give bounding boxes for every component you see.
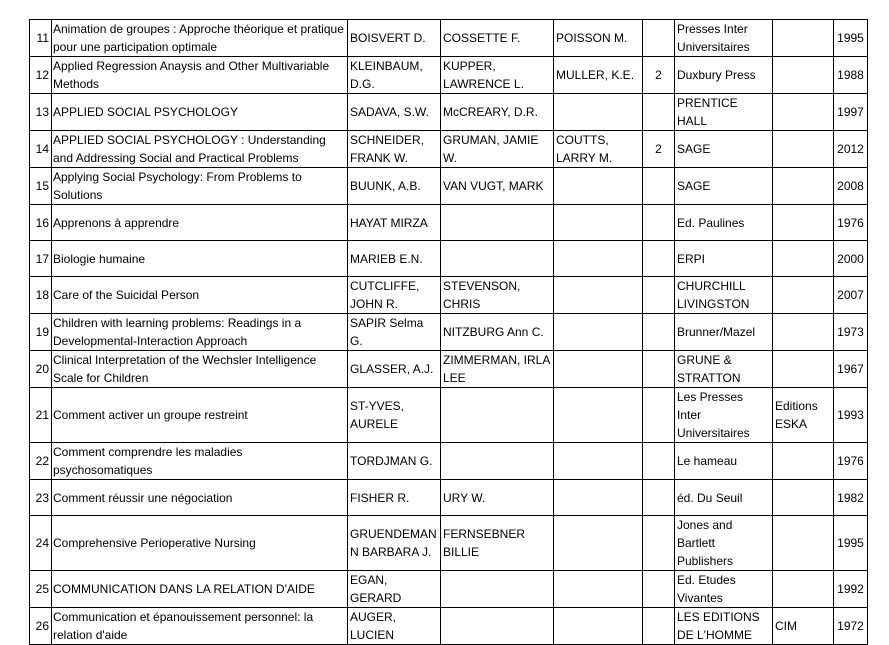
edition-cell (643, 480, 675, 516)
publisher-2-cell (773, 480, 834, 516)
author-2-cell: FERNSEBNER BILLIE (441, 516, 554, 571)
author-2-cell: ZIMMERMAN, IRLA LEE (441, 351, 554, 388)
publisher-cell: SAGE (675, 168, 773, 205)
book-title-cell: Biologie humaine (52, 241, 348, 277)
author-3-cell (554, 443, 643, 480)
table-row (30, 20, 868, 57)
author-1-cell: GRUENDEMAN N BARBARA J. (348, 516, 441, 571)
author-2-cell (441, 608, 554, 645)
publisher-cell: Ed. Paulines (675, 205, 773, 241)
year-cell: 1976 (834, 443, 868, 480)
book-title-cell: Comment comprendre les maladies psychosomatiques (52, 443, 348, 480)
publisher-cell: Jones and Bartlett Publishers (675, 516, 773, 571)
edition-cell (643, 205, 675, 241)
publisher-cell: Les Presses Inter Universitaires (675, 388, 773, 443)
author-1-cell: ST-YVES, AURELE (348, 388, 441, 443)
row-number-cell: 24 (30, 516, 52, 571)
year-cell: 1995 (834, 20, 868, 57)
edition-cell (643, 168, 675, 205)
publisher-2-cell (773, 571, 834, 608)
author-3-cell (554, 277, 643, 314)
row-number-cell: 21 (30, 388, 52, 443)
author-3-cell (554, 351, 643, 388)
publisher-cell: PRENTICE HALL (675, 94, 773, 131)
author-2-cell: COSSETTE F. (441, 20, 554, 57)
author-2-cell: URY W. (441, 480, 554, 516)
publisher-cell: ERPI (675, 241, 773, 277)
book-title-cell: Clinical Interpretation of the Wechsler Intelligence Scale for Children (52, 351, 348, 388)
edition-cell (643, 241, 675, 277)
author-1-cell: EGAN, GERARD (348, 571, 441, 608)
publisher-2-cell (773, 168, 834, 205)
publisher-cell: Le hameau (675, 443, 773, 480)
author-3-cell (554, 608, 643, 645)
table-row (30, 205, 868, 241)
year-cell: 2000 (834, 241, 868, 277)
edition-cell (643, 388, 675, 443)
row-number-cell: 25 (30, 571, 52, 608)
book-title-cell: Applied Regression Anaysis and Other Multivariable Methods (52, 57, 348, 94)
book-title-cell: Children with learning problems: Readings in a Developmental-Interaction Approach (52, 314, 348, 351)
author-2-cell: KUPPER, LAWRENCE L. (441, 57, 554, 94)
table-row (30, 351, 868, 388)
author-3-cell (554, 168, 643, 205)
publisher-2-cell (773, 20, 834, 57)
row-number-cell: 13 (30, 94, 52, 131)
table-row (30, 480, 868, 516)
author-1-cell: SADAVA, S.W. (348, 94, 441, 131)
year-cell: 2008 (834, 168, 868, 205)
book-title-cell: COMMUNICATION DANS LA RELATION D'AIDE (52, 571, 348, 608)
row-number-cell: 14 (30, 131, 52, 168)
row-number-cell: 18 (30, 277, 52, 314)
table-row (30, 241, 868, 277)
book-table-container (29, 19, 868, 645)
publisher-2-cell (773, 241, 834, 277)
book-title-cell: Animation de groupes : Approche théorique et pratique pour une participation optimale (52, 20, 348, 57)
table-row (30, 57, 868, 94)
author-1-cell: GLASSER, A.J. (348, 351, 441, 388)
publisher-cell: SAGE (675, 131, 773, 168)
year-cell: 1993 (834, 388, 868, 443)
author-2-cell: STEVENSON, CHRIS (441, 277, 554, 314)
author-2-cell: McCREARY, D.R. (441, 94, 554, 131)
book-title-cell: Care of the Suicidal Person (52, 277, 348, 314)
edition-cell: 2 (643, 57, 675, 94)
publisher-2-cell (773, 205, 834, 241)
author-1-cell: SCHNEIDER, FRANK W. (348, 131, 441, 168)
row-number-cell: 23 (30, 480, 52, 516)
table-row (30, 168, 868, 205)
author-1-cell: CUTCLIFFE, JOHN R. (348, 277, 441, 314)
row-number-cell: 11 (30, 20, 52, 57)
row-number-cell: 15 (30, 168, 52, 205)
table-row (30, 516, 868, 571)
year-cell: 2007 (834, 277, 868, 314)
edition-cell (643, 94, 675, 131)
row-number-cell: 26 (30, 608, 52, 645)
publisher-2-cell (773, 57, 834, 94)
author-3-cell (554, 516, 643, 571)
publisher-cell: Ed. Etudes Vivantes (675, 571, 773, 608)
book-title-cell: Comprehensive Perioperative Nursing (52, 516, 348, 571)
year-cell: 1972 (834, 608, 868, 645)
book-title-cell: Applying Social Psychology: From Problems to Solutions (52, 168, 348, 205)
edition-cell (643, 277, 675, 314)
author-1-cell: TORDJMAN G. (348, 443, 441, 480)
table-row (30, 571, 868, 608)
row-number-cell: 20 (30, 351, 52, 388)
publisher-2-cell (773, 443, 834, 480)
year-cell: 1967 (834, 351, 868, 388)
edition-cell (643, 571, 675, 608)
year-cell: 1995 (834, 516, 868, 571)
book-table (29, 19, 868, 645)
table-row (30, 314, 868, 351)
publisher-cell: Brunner/Mazel (675, 314, 773, 351)
publisher-2-cell: CIM (773, 608, 834, 645)
author-3-cell (554, 480, 643, 516)
row-number-cell: 16 (30, 205, 52, 241)
author-3-cell (554, 94, 643, 131)
publisher-cell: LES EDITIONS DE L'HOMME (675, 608, 773, 645)
row-number-cell: 22 (30, 443, 52, 480)
author-3-cell (554, 241, 643, 277)
author-2-cell (441, 388, 554, 443)
edition-cell (643, 443, 675, 480)
author-1-cell: FISHER R. (348, 480, 441, 516)
edition-cell (643, 516, 675, 571)
publisher-cell: éd. Du Seuil (675, 480, 773, 516)
book-title-cell: Comment activer un groupe restreint (52, 388, 348, 443)
publisher-2-cell (773, 131, 834, 168)
row-number-cell: 17 (30, 241, 52, 277)
book-title-cell: Communication et épanouissement personnel: la relation d'aide (52, 608, 348, 645)
author-1-cell: BUUNK, A.B. (348, 168, 441, 205)
author-2-cell: GRUMAN, JAMIE W. (441, 131, 554, 168)
author-1-cell: HAYAT MIRZA (348, 205, 441, 241)
edition-cell: 2 (643, 131, 675, 168)
table-row (30, 608, 868, 645)
author-3-cell: POISSON M. (554, 20, 643, 57)
publisher-cell: CHURCHILL LIVINGSTON (675, 277, 773, 314)
publisher-cell: Presses Inter Universitaires (675, 20, 773, 57)
author-1-cell: BOISVERT D. (348, 20, 441, 57)
author-3-cell (554, 388, 643, 443)
author-2-cell: VAN VUGT, MARK (441, 168, 554, 205)
year-cell: 1997 (834, 94, 868, 131)
publisher-cell: Duxbury Press (675, 57, 773, 94)
table-row (30, 94, 868, 131)
year-cell: 1992 (834, 571, 868, 608)
author-3-cell (554, 571, 643, 608)
author-3-cell: MULLER, K.E. (554, 57, 643, 94)
book-title-cell: Apprenons à apprendre (52, 205, 348, 241)
author-3-cell (554, 205, 643, 241)
edition-cell (643, 608, 675, 645)
author-1-cell: MARIEB E.N. (348, 241, 441, 277)
publisher-2-cell (773, 94, 834, 131)
publisher-2-cell (773, 314, 834, 351)
edition-cell (643, 351, 675, 388)
author-2-cell (441, 443, 554, 480)
publisher-2-cell (773, 277, 834, 314)
table-row (30, 131, 868, 168)
table-row (30, 277, 868, 314)
author-2-cell (441, 205, 554, 241)
year-cell: 1988 (834, 57, 868, 94)
year-cell: 1976 (834, 205, 868, 241)
author-2-cell: NITZBURG Ann C. (441, 314, 554, 351)
book-title-cell: Comment réussir une négociation (52, 480, 348, 516)
publisher-2-cell: Editions ESKA (773, 388, 834, 443)
table-row (30, 388, 868, 443)
book-title-cell: APPLIED SOCIAL PSYCHOLOGY : Understanding and Addressing Social and Practical Problems (52, 131, 348, 168)
edition-cell (643, 314, 675, 351)
edition-cell (643, 20, 675, 57)
author-1-cell: AUGER, LUCIEN (348, 608, 441, 645)
author-1-cell: SAPIR Selma G. (348, 314, 441, 351)
author-1-cell: KLEINBAUM, D.G. (348, 57, 441, 94)
author-2-cell (441, 571, 554, 608)
year-cell: 1973 (834, 314, 868, 351)
year-cell: 1982 (834, 480, 868, 516)
publisher-2-cell (773, 516, 834, 571)
publisher-2-cell (773, 351, 834, 388)
author-3-cell (554, 314, 643, 351)
row-number-cell: 12 (30, 57, 52, 94)
row-number-cell: 19 (30, 314, 52, 351)
table-row (30, 443, 868, 480)
author-2-cell (441, 241, 554, 277)
author-3-cell: COUTTS, LARRY M. (554, 131, 643, 168)
publisher-cell: GRUNE & STRATTON (675, 351, 773, 388)
book-table-body (30, 20, 868, 645)
year-cell: 2012 (834, 131, 868, 168)
book-title-cell: APPLIED SOCIAL PSYCHOLOGY (52, 94, 348, 131)
